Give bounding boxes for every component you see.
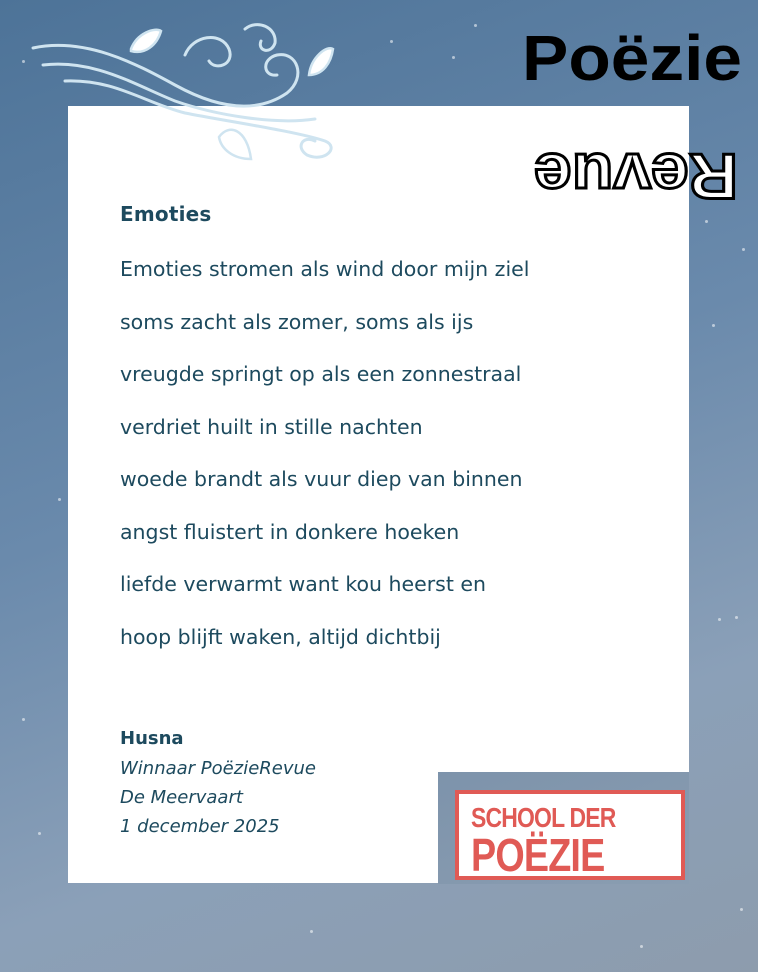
wind-swirl-icon [25,15,335,170]
poem-line: soms zacht als zomer, soms als ijs [120,309,474,334]
poem-line: woede brandt als vuur diep van binnen [120,467,523,491]
svg-text:Revue: Revue [534,140,738,212]
poezie-revue-logo [520,18,746,212]
award-text: Winnaar PoëzieRevue [120,758,316,779]
poem-line: verdriet huilt in stille nachten [120,414,423,439]
poem-line: angst fluistert in donkere hoeken [120,519,460,544]
poem-line: vreugde springt op als een zonnestraal [120,362,522,386]
logo-line-1: SCHOOL DER [471,802,616,833]
svg-text:Poëzie: Poëzie [522,22,742,94]
logo-line-2: POËZIE [471,829,605,881]
author-name: Husna [120,728,184,749]
poem-line: hoop blijft waken, altijd dichtbij [120,624,441,649]
date-text: 1 december 2025 [120,816,280,837]
poem-lines [120,255,529,675]
poem-line: liefde verwarmt want kou heerst en [120,572,487,596]
poem-line: Emoties stromen als wind door mijn ziel [120,257,530,281]
school-der-poezie-logo [455,790,685,880]
poem-title: Emoties [120,202,212,226]
venue-text: De Meervaart [120,787,243,808]
